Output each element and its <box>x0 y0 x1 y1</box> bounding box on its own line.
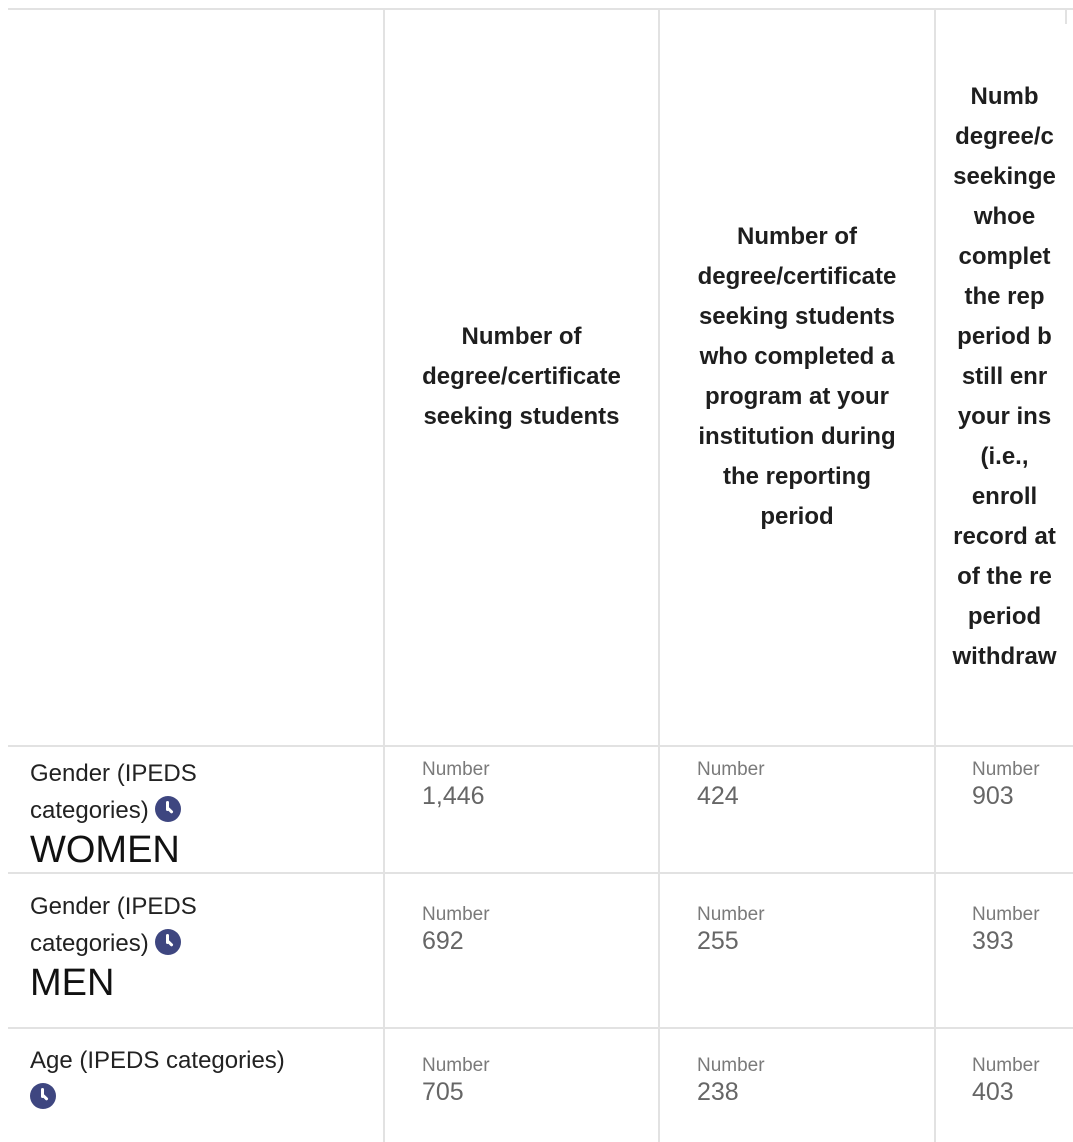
header-line: period <box>967 602 1042 630</box>
cell-value: 705 <box>422 1078 464 1106</box>
header-line: enroll <box>971 482 1038 510</box>
row-label-line2 <box>30 925 360 962</box>
header-line: the rep <box>964 282 1045 310</box>
column-header-completed <box>660 8 934 745</box>
cell-value: 255 <box>697 927 739 955</box>
header-line: period b <box>957 322 1052 350</box>
data-table <box>8 8 1073 1142</box>
header-line: seeking students <box>698 302 896 330</box>
cell-value: 692 <box>422 927 464 955</box>
column-header-still-enrolled <box>936 8 1073 745</box>
table-cell <box>422 904 490 956</box>
table-cell <box>972 904 1040 956</box>
row-divider <box>8 872 1073 874</box>
header-line: degree/certificate <box>697 262 897 290</box>
row-label-line1: Gender (IPEDS <box>30 893 197 920</box>
cell-caption: Number <box>422 1055 490 1076</box>
row-label-text: categories) <box>30 797 149 824</box>
cell-value: 1,446 <box>422 782 485 810</box>
row-label-line2 <box>30 792 360 829</box>
cell-caption: Number <box>972 1055 1040 1076</box>
table-row-label <box>30 1042 360 1116</box>
header-line: institution during <box>698 422 896 450</box>
header-line: your ins <box>957 402 1052 430</box>
row-divider <box>8 745 1073 747</box>
cell-value: 903 <box>972 782 1014 810</box>
clock-icon[interactable] <box>155 796 181 822</box>
header-line: degree/certificate <box>422 362 621 390</box>
table-cell <box>972 1055 1040 1107</box>
clock-icon[interactable] <box>155 929 181 955</box>
row-category-value: MEN <box>30 962 115 1004</box>
cell-value: 424 <box>697 782 739 810</box>
table-cell <box>697 904 765 956</box>
header-line: complet <box>958 242 1051 270</box>
table-row-label <box>30 888 360 1004</box>
row-label-text: categories) <box>30 930 149 957</box>
header-line: still enr <box>961 362 1048 390</box>
header-line: degree/c <box>955 122 1054 150</box>
header-line: the reporting <box>722 462 871 490</box>
header-line: period <box>760 502 834 530</box>
header-line: Number of <box>461 322 582 350</box>
table-cell <box>422 1055 490 1107</box>
row-label-line1: Age (IPEDS categories) <box>30 1047 285 1074</box>
header-line: Numb <box>970 82 1039 110</box>
header-line: Number of <box>736 222 857 250</box>
cell-caption: Number <box>697 759 765 780</box>
column-header-students <box>385 8 658 745</box>
cell-caption: Number <box>422 759 490 780</box>
row-label-line1: Gender (IPEDS <box>30 760 197 787</box>
cell-caption: Number <box>697 904 765 925</box>
clock-icon[interactable] <box>30 1083 56 1109</box>
table-cell <box>697 1055 765 1107</box>
header-line: withdraw <box>952 642 1057 670</box>
cell-caption: Number <box>422 904 490 925</box>
table-cell <box>697 759 765 811</box>
row-category-value: WOMEN <box>30 829 180 871</box>
table-cell <box>972 759 1040 811</box>
header-line: (i.e., <box>980 442 1029 470</box>
header-line: record at <box>953 522 1056 550</box>
header-line: whoe <box>973 202 1036 230</box>
cell-value: 393 <box>972 927 1014 955</box>
row-label-line2 <box>30 1079 360 1116</box>
row-divider <box>8 1027 1073 1029</box>
header-line: seekinge <box>953 162 1056 190</box>
header-line: seeking students <box>423 402 620 430</box>
cell-caption: Number <box>972 904 1040 925</box>
cell-caption: Number <box>697 1055 765 1076</box>
table-cell <box>422 759 490 811</box>
table-row-label <box>30 755 360 871</box>
cell-caption: Number <box>972 759 1040 780</box>
header-line: program at your <box>704 382 889 410</box>
header-line: who completed a <box>699 342 895 370</box>
cell-value: 238 <box>697 1078 739 1106</box>
header-line: of the re <box>957 562 1052 590</box>
cell-value: 403 <box>972 1078 1014 1106</box>
